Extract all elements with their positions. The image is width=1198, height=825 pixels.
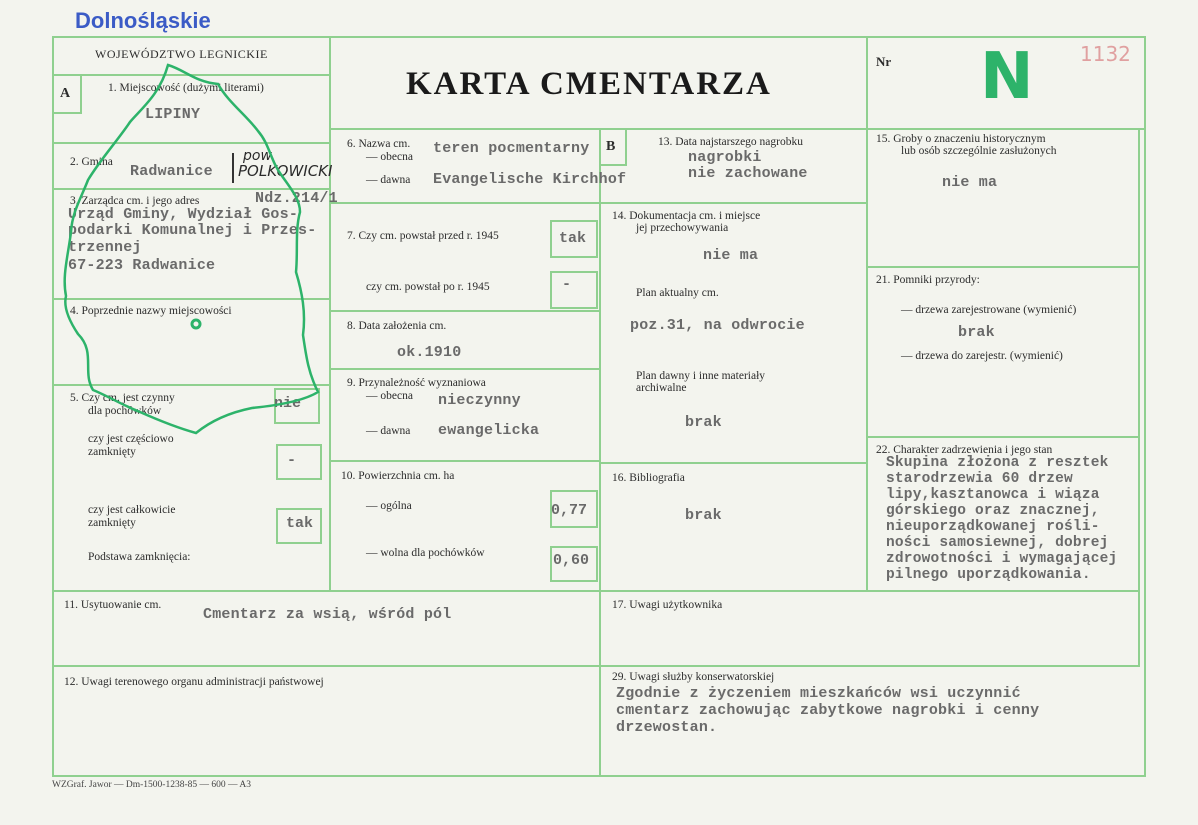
f5-partial-line1: czy jest częściowo [88,433,174,445]
f2-commune-value: Radwanice [130,163,213,180]
f9-former-label: — dawna [366,425,411,437]
f29-line: cmentarz zachowując zabytkowe nagrobki i cenny [616,702,1040,719]
f14-plan-label: Plan aktualny cm. [636,287,719,299]
f10-label: 10. Powierzchnia cm. ha [341,470,455,482]
marker-dot [192,320,200,328]
section-a-label: A [60,86,71,101]
f13-value-line2: nie zachowane [688,165,808,182]
f21-registered-value: brak [958,324,995,341]
f22-line: nieuporządkowanej rośli- [886,519,1100,535]
f1-label: 1. Miejscowość (dużymi literami) [108,82,264,94]
f8-label: 8. Data założenia cm. [347,320,447,332]
f6-former-label: — dawna [366,174,411,186]
f11-value: Cmentarz za wsią, wśród pól [203,606,452,623]
f6-label-line2: — obecna [366,151,413,163]
f14-label-line2: jej przechowywania [636,222,729,234]
nr-pencil-number: 1132 [1080,42,1131,66]
f14-old-line1: Plan dawny i inne materiały [636,370,766,382]
f4-label: 4. Poprzednie nazwy miejscowości [70,305,232,317]
f7-after-value: - [562,276,572,293]
f9-label-line1: 9. Przynależność wyznaniowa [347,377,486,389]
f5-full-value: tak [286,515,314,532]
nr-marker-letter: N [980,40,1034,114]
f22-label: 22. Charakter zadrzewienia i jego stan [876,444,1053,456]
f6-label-line1: 6. Nazwa cm. [347,138,411,150]
f9-label-line2: — obecna [366,390,413,402]
f16-value: brak [685,507,722,524]
f3-line1: Urząd Gminy, Wydział Gos- [68,206,299,223]
marker-outline-path [65,65,318,433]
f22-line: górskiego oraz znacznej, [886,503,1100,519]
voivodeship-heading: WOJEWÓDZTWO LEGNICKIE [95,47,268,61]
nr-label: Nr [876,54,892,69]
f14-value: nie ma [703,247,759,264]
f5-partial-line2: zamknięty [88,446,136,458]
f22-line: ności samosiewnej, dobrej [886,535,1109,551]
f14-old-line2: archiwalne [636,382,687,394]
f3-line2: podarki Komunalnej i Przes- [68,222,317,239]
f22-line: starodrzewia 60 drzew [886,471,1073,487]
f5-partial-value: - [287,452,297,469]
f16-label: 16. Bibliografia [612,472,685,484]
f7-before-value: tak [559,230,587,247]
f21-label: 21. Pomniki przyrody: [876,274,980,286]
f22-line: zdrowotności i wymagającej [886,551,1118,567]
f3-ref: Ndz.214/1 [255,190,338,207]
f7-after-label: czy cm. powstał po r. 1945 [366,281,490,293]
f1-locality-value: LIPINY [145,106,201,123]
f5-label-line2: dla pochówków [88,405,162,417]
f15-label-line2: lub osób szczególnie zasłużonych [901,145,1057,157]
f21-toreg-label: — drzewa do zarejestr. (wymienić) [901,350,1063,362]
f12-label: 12. Uwagi terenowego organu administracji państwowej [64,676,324,688]
printer-footer: WZGraf. Jawor — Dm-1500-1238-85 — 600 — A3 [52,780,251,790]
f8-value: ok.1910 [397,344,462,361]
f5-full-line1: czy jest całkowicie [88,504,176,516]
section-b-label: B [606,139,616,154]
f10-free-value: 0,60 [553,552,590,569]
f15-label-line1: 15. Groby o znaczeniu historycznym [876,133,1046,145]
page-title: KARTA CMENTARZA [406,66,772,102]
f9-former-value: ewangelicka [438,422,540,439]
f10-total-label: — ogólna [366,500,412,512]
f29-line: Zgodnie z życzeniem mieszkańców wsi uczynnić [616,685,1021,702]
f14-plan-value: poz.31, na odwrocie [630,317,805,334]
f6-former-value: Evangelische Kirchhof [433,171,627,188]
f15-value: nie ma [942,174,998,191]
f3-line4: 67-223 Radwanice [68,257,216,274]
f21-registered-label: — drzewa zarejestrowane (wymienić) [901,304,1077,316]
f3-line3: trzennej [68,239,142,256]
f17-label: 17. Uwagi użytkownika [612,599,723,611]
f29-label: 29. Uwagi służby konserwatorskiej [612,671,775,683]
f10-total-value: 0,77 [551,502,588,519]
f13-label: 13. Data najstarszego nagrobku [658,136,803,148]
f22-line: Skupina złożona z resztek [886,455,1109,471]
f5-label-line1: 5. Czy cm. jest czynny [70,392,175,404]
f2-note-line2: POLKOWICKI [238,162,333,180]
f6-current-value: teren pocmentarny [433,140,590,157]
f5-basis-label: Podstawa zamknięcia: [88,551,191,563]
f22-line: lipy,kasztanowca i wiąza [886,487,1100,503]
f5-active-value: nie [274,395,302,412]
f22-line: pilnego uporządkowania. [886,567,1091,583]
f10-free-label: — wolna dla pochówków [366,547,485,559]
f13-value-line1: nagrobki [688,149,762,166]
f14-label-line1: 14. Dokumentacja cm. i miejsce [612,210,761,222]
f9-current-value: nieczynny [438,392,521,409]
f7-before-label: 7. Czy cm. powstał przed r. 1945 [347,230,499,242]
f5-full-line2: zamknięty [88,517,136,529]
f29-line: drzewostan. [616,719,718,736]
region-stamp: Dolnośląskie [75,8,211,33]
f14-old-value: brak [685,414,722,431]
f2-note-line1: pow. [243,148,276,164]
f11-label: 11. Usytuowanie cm. [64,599,162,611]
f3-label: 3. Zarządca cm. i jego adres [70,195,200,207]
f2-label: 2. Gmina [70,156,113,168]
